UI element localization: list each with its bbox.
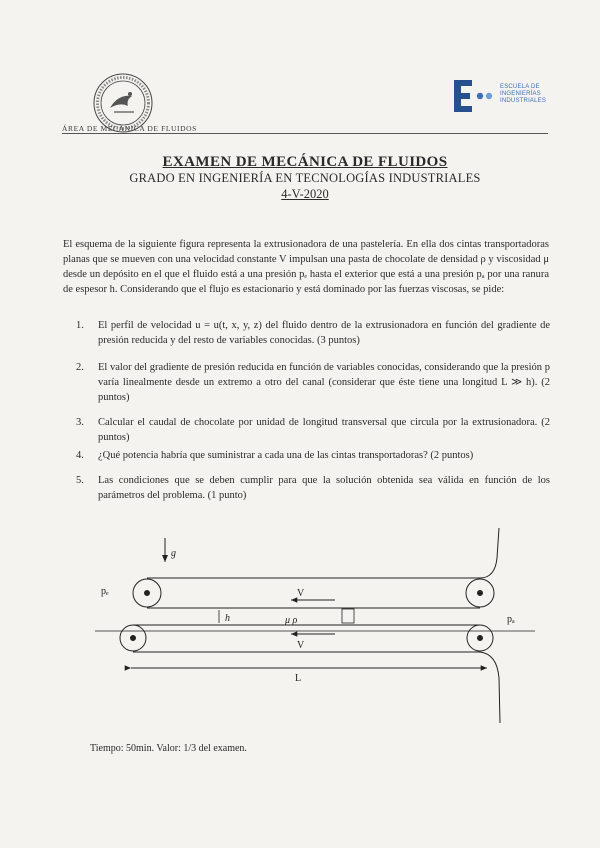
problem-statement: El esquema de la siguiente figura representa la extrusionadora de una pastelería. En ella dos cintas transportadoras planas que se mueven con una velocidad constante V impulsan una pasta de chocolate de densidad ρ y viscosidad μ desde un depósito en el que el fluido está a una presión pₑ hasta el exterior que está a una presión pₐ por una ranura de espesor h. Considerando que el flujo es estacionario y está dominado por las fuerzas viscosas, se pide: — [63, 239, 549, 295]
school-logo-text — [500, 84, 546, 105]
fluid-element — [342, 609, 354, 623]
pressure-entry-label: pₑ — [101, 586, 109, 597]
question-item — [76, 360, 550, 405]
question-text: El valor del gradiente de presión reducida en función de variables conocidas, considerando que la presión p varía linealmente desde un extremo a otro del canal (considerar que éste tiene una longitud L ≫ h). (2 puntos) — [98, 362, 550, 403]
question-text: Calcular el caudal de chocolate por unidad de longitud transversal que circula por la extrusionadora. (2 puntos) — [98, 417, 550, 443]
school-line-1: ESCUELA DE — [500, 84, 540, 90]
question-item — [76, 318, 550, 348]
length-label: L — [295, 673, 302, 684]
question-text: ¿Qué potencia habría que suministrar a cada una de las cintas transportadoras? (2 puntos) — [98, 450, 474, 461]
question-number: 2. — [76, 362, 84, 373]
question-number: 3. — [76, 417, 84, 428]
question-number: 5. — [76, 475, 84, 486]
pressure-exit-label: pₐ — [507, 614, 515, 625]
exam-title: EXAMEN DE MECÁNICA DE FLUIDOS — [162, 154, 448, 170]
question-number: 4. — [76, 450, 84, 461]
question-item — [76, 473, 550, 503]
question-text: El perfil de velocidad u = u(t, x, y, z) del fluido dentro de la extrusionadora en función del gradiente de presión reducida y del resto de variables conocidas. (3 puntos) — [98, 320, 550, 346]
question-item — [76, 448, 550, 463]
school-logo — [452, 78, 552, 114]
question-item — [76, 415, 550, 445]
question-number: 1. — [76, 320, 84, 331]
header-divider — [62, 133, 548, 134]
area-label: ÁREA DE MECÁNICA DE FLUIDOS — [62, 124, 197, 133]
bottom-conveyor-belt — [120, 625, 500, 723]
gravity-label: g — [171, 548, 176, 559]
question-text: Las condiciones que se deben cumplir para que la solución obtenida sea válida en función de los parámetros del problema. (1 punto) — [98, 475, 550, 501]
extruder-diagram — [95, 528, 535, 728]
bottom-belt-velocity-label: V — [297, 640, 305, 651]
school-line-3: INDUSTRIALES — [500, 98, 547, 104]
exam-subtitle: GRADO EN INGENIERÍA EN TECNOLOGÍAS INDUSTRIALES — [129, 171, 481, 185]
fluid-properties-label: μ ρ — [285, 615, 298, 626]
top-conveyor-belt — [133, 528, 499, 608]
school-line-2: INGENIERÍAS — [500, 91, 541, 97]
footer-note: Tiempo: 50min. Valor: 1/3 del examen. — [90, 743, 247, 754]
school-logo-mark — [452, 78, 498, 114]
exam-date: 4-V-2020 — [281, 187, 329, 201]
top-belt-velocity-label: V — [297, 588, 305, 599]
exam-heading — [0, 153, 600, 202]
gap-label: h — [225, 613, 230, 624]
